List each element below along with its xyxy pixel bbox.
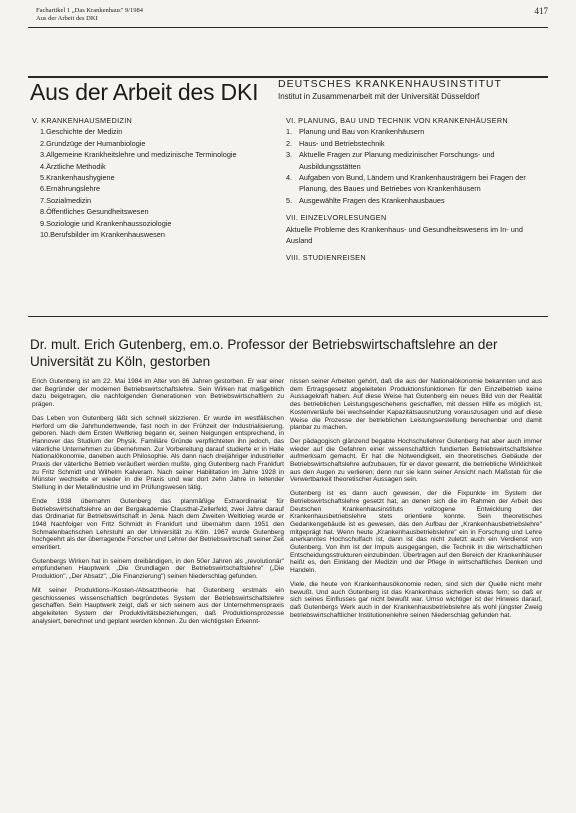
- list-item: 5.Krankenhaushygiene: [40, 173, 115, 183]
- paragraph: Gutenberg ist es dann auch gewesen, der die Fixpunkte im System der Betriebswirtschaftslehre gesetzt hat, an denen sich die im Rahmen der Arbeit des Deutschen Krankenhausinstituts vollzogene Entwicklung der Krankenhausbetriebslehre stets orientiere konnte. Sein theoretisches Gedankengebäude ist es gewesen, das den Aufbau der „Krankenhausbetriebslehre" mitgeprägt hat. Wenn heute „Krankenhausbetriebslehre" ein in Forschung und Lehre anerkanntes Hochschulfach ist, dann ist das nicht zuletzt auch ein Verdienst von Gutenberg. Von ihm ist der Impuls ausgegangen, die Technik in die wirtschaftlichen Entscheidungsstrukturen einzubinden. Übertragen auf den Bereich der Krankenhäuser heißt es, den Einklang der Medizin und der Pflege in wirtschaftliches Denken und Handeln.: [290, 490, 542, 575]
- list-item: 9.Soziologie und Krankenhaussoziologie: [40, 218, 172, 228]
- list-item: 2. Haus- und Betriebstechnik: [286, 138, 385, 148]
- running-head-section: Aus der Arbeit des DKI: [36, 15, 98, 22]
- toc-right-lectures-text: Aktuelle Probleme des Krankenhaus- und Gesundheitswesens im In- und Ausland: [286, 224, 523, 246]
- paragraph: Gutenbergs Wirken hat in seinem dreibändigen, in den 50er Jahren als „revolutionär" empfundenen Hauptwerk „Die Grundlagen der Betriebswirtschaftslehre" („Die Produktion", „Der Absatz", „Die Finanzierung") seinen Niederschlag gefunden.: [32, 557, 284, 581]
- list-item: 3.Allgemeine Krankheitslehre und medizinische Terminologie: [40, 150, 237, 160]
- toc-left-heading: V. KRANKENHAUSMEDIZIN: [32, 116, 133, 125]
- paragraph: Mit seiner Produktions-/Kosten-/Absatztheorie hat Gutenberg erstmals ein geschlossenes wissenschaftlich begründetes System der Betriebswirtschaftslehre geschaffen. Sein Hauptwerk zeigt, daß er sich seinem aus der Unternehmenspraxis abgeleiteten System der Produktivitätsbeziehungen, daß Produktionsprozesse analysiert, berechnet und geplant werden können. Zu den wichtigsten Erkennt-: [32, 586, 284, 625]
- toc-right: [286, 115, 548, 264]
- paragraph: Das Leben von Gutenberg läßt sich schnell skizzieren. Er wurde im westfälischen Herford um die Jahrhundertwende, fast noch in der Frühzeit der Industrialisierung, geboren. Nach dem Ersten Weltkrieg begann er, seinen Neigungen entsprechend, in Hannover das Studium der Physik. Familiäre Gründe verpflichteten ihn jedoch, das väterliche Unternehmen zu übernehmen. Zur Vorbereitung darauf studierte er in Halle Nationalökonomie, daneben auch Philosophie. Als dann nach dreijähriger industrieller Praxis der väterliche Betrieb veräußert werden mußte, ging Gutenberg nach Frankfurt zu Fritz Schmidt und Wilhelm Kalveram. Nach seiner Habilitation im Jahre 1928 in Münster wechselte er wieder in die Praxis und war dort zehn Jahre in leitender Stellung in der Metallindustrie und im Prüfungswesen tätig.: [32, 414, 284, 492]
- list-item: 7.Sozialmedizin: [40, 195, 92, 205]
- paragraph: nissen seiner Arbeiten gehört, daß die aus der Nationalökonomie bekannten und aus dem Ertragsgesetz abgeleiteten Produktionsfunktionen für den Einzelbetrieb keine Aussagekraft haben. Auf diese Weise hat Gutenberg ein neues Bild von der Realität des betrieblichen Leistungsgeschehens geschaffen, mit dessen Hilfe es möglich ist, Kostenverläufe bei wechselnder Kapazitätsausnutzung vorauszusagen und auf diese Weise die Prozesse der betrieblichen Leistungserstellung berechenbar und damit planbar zu machen.: [290, 378, 542, 432]
- paragraph: Der pädagogisch glänzend begabte Hochschullehrer Gutenberg hat aber auch immer wieder auf die Gefahren einer wissenschaftlich fundierten Betriebswirtschaftslehre aufmerksam gemacht. Er hat die Notwendigkeit, ein theoretisches Gebäude der Betriebswirtschaftslehre aufzubauen, für er davor gewarnt, die betriebliche Wirklichkeit aus den Augen zu verlieren; denn nur sie kann seiner Ansicht nach Maßstab für die Verwertbarkeit theoretischer Aussagen sein.: [290, 437, 542, 484]
- list-item: 2.Grundzüge der Humanbiologie: [40, 138, 146, 148]
- list-item: 1. Planung und Bau von Krankenhäusern: [286, 127, 425, 137]
- article-column-right: [290, 378, 542, 625]
- list-item: 6.Ernährungslehre: [40, 184, 101, 194]
- list-item: 3. Aktuelle Fragen zur Planung medizinischer Forschungs- und Ausbildungsstätten: [286, 150, 495, 171]
- section-title: Aus der Arbeit des DKI: [30, 79, 259, 105]
- running-head-journal: Fachartikel 1 „Das Krankenhaus" 9/1984: [36, 7, 143, 14]
- page-number: 417: [534, 6, 548, 16]
- toc-left: [32, 115, 262, 240]
- top-divider: [28, 27, 548, 28]
- toc-left-list: [32, 126, 262, 240]
- paragraph: Ende 1938 übernahm Gutenberg das planmäßige Extraordinariat für Betriebswirtschaftslehre an der Bergakademie Clausthal-Zellerfeld, zwei Jahre darauf das Ordinariat für Betriebswirtschaft in Jena. Nach dem Zweiten Weltkrieg wurde er 1948 Nachfolger von Fritz Schmidt in Frankfurt und übernahm dann 1951 den Schmalenbachschen Lehrstuhl an der Universität zu Köln. 1967 wurde Gutenberg hochgeehrt als der überragende Forscher und Lehrer der Betriebswirtschaft seiner Zeit emeritiert.: [32, 497, 284, 552]
- list-item: 1.Geschichte der Medizin: [40, 127, 123, 137]
- list-item: 10.Berufsbilder im Krankenhauswesen: [40, 230, 165, 240]
- list-item: 4.Ärztliche Methodik: [40, 161, 106, 171]
- toc-right-heading-planning: VI. PLANUNG, BAU UND TECHNIK VON KRANKENHÄUSERN: [286, 116, 508, 125]
- institute-name: DEUTSCHES KRANKENHAUSINSTITUT: [278, 78, 502, 90]
- list-item: 5. Ausgewählte Fragen des Krankenhausbaues: [286, 195, 445, 205]
- toc-right-list: [286, 126, 548, 206]
- paragraph: Erich Gutenberg ist am 22. Mai 1984 im Alter von 86 Jahren gestorben. Er war einer der Begründer der modernen Betriebswirtschaftslehre. Sein Wirken hat maßgeblich dazu beigetragen, die nachfolgenden Generationen von Betriebswirtschaftlern zu prägen.: [32, 378, 284, 409]
- article-title: Dr. mult. Erich Gutenberg, em.o. Professor der Betriebswirtschaftslehre an der Universität zu Köln, gestorben: [30, 337, 498, 369]
- list-item: 4. Aufgaben von Bund, Ländern und Krankenhausträgern bei Fragen der Planung, des Baues und Betriebes von Krankenhäusern: [286, 173, 526, 194]
- toc-right-heading-lectures: VII. EINZELVORLESUNGEN: [286, 213, 387, 223]
- article-divider: [28, 316, 548, 317]
- list-item: 8.Öffentliches Gesundheitswesen: [40, 207, 149, 217]
- paragraph: Viele, die heute von Krankenhausökonomie reden, sind sich der Quelle nicht mehr bewußt. Und auch Gutenberg ist das Krankenhaus sicherlich etwas fern; so daß er sich seines Einflusses gar nicht bewußt war. Umso wichtiger ist der Hinweis darauf, daß Gutenbergs Werk auch in der Krankenhausbetriebslehre als wohl jüngster Zweig betriebswirtschaftlicher Institutionenlehre seinen Niederschlag gefunden hat.: [290, 580, 542, 619]
- institute-subtitle: Institut in Zusammenarbeit mit der Universität Düsseldorf: [278, 92, 480, 101]
- article-column-left: [32, 378, 284, 631]
- running-head: [36, 7, 143, 23]
- toc-right-heading-trips: VIII. STUDIENREISEN: [286, 253, 366, 263]
